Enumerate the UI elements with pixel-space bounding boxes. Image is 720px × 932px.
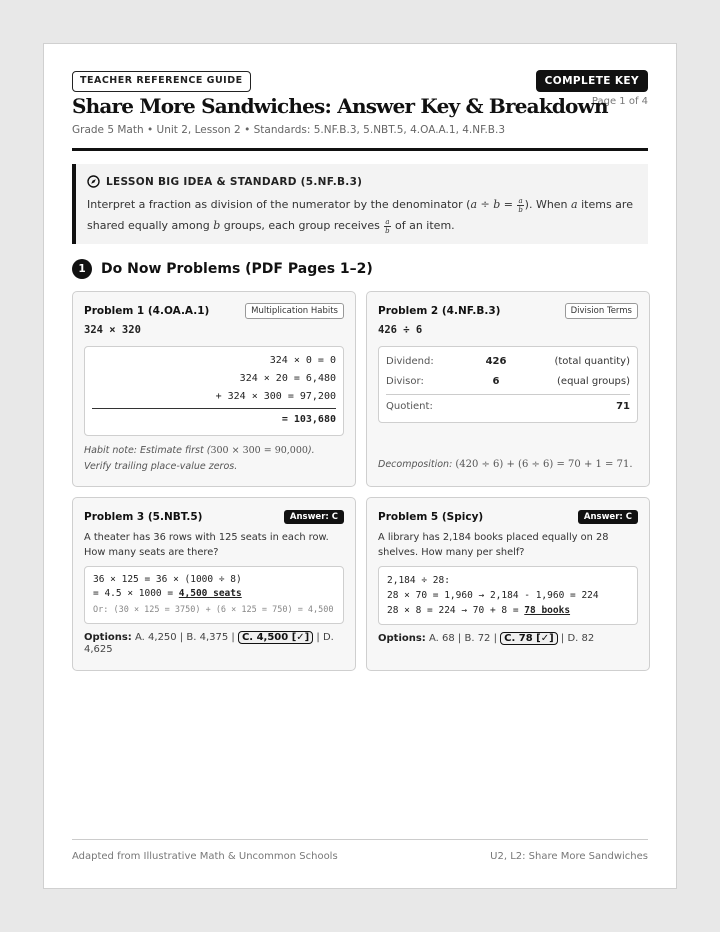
big-idea-text-5: of an item. — [391, 219, 455, 232]
big-idea-text-4: groups, each group receives — [220, 219, 384, 232]
problem-5-options — [378, 632, 638, 645]
problem-1-card — [72, 291, 356, 487]
big-idea-math: a ÷ b = — [470, 198, 513, 211]
page-number: Page 1 of 4 — [591, 96, 648, 107]
problem-2-tag: Division Terms — [565, 303, 638, 319]
fraction-denominator: b — [518, 205, 523, 214]
problem-3-prompt: A theater has 36 rows with 125 seats in each row. How many seats are there? — [84, 532, 329, 558]
work-line: 2,184 ÷ 28: — [387, 575, 450, 586]
work-line — [93, 587, 335, 601]
option-correct: C. 4,500 [✓] — [238, 631, 313, 644]
option-d: | D. 4,625 — [84, 632, 334, 655]
work-line: 324 × 20 = 6,480 — [239, 373, 336, 384]
note-suffix: ). Verify trailing place-value zeros. — [84, 445, 315, 472]
work-answer: 4,500 seats — [178, 588, 242, 599]
var-b: b — [213, 219, 221, 232]
option-d: | D. 82 — [560, 633, 595, 644]
problem-1-note — [84, 443, 344, 475]
section-heading — [72, 259, 373, 279]
compass-icon — [87, 175, 100, 188]
term-row — [386, 352, 630, 372]
big-idea-text-2: ). When — [524, 198, 572, 211]
big-idea-text-1: Interpret a fraction as division of the numerator by the denominator ( — [87, 198, 471, 211]
options-label: Options: — [84, 632, 132, 643]
note-math: 300 × 300 = 90,000 — [210, 445, 308, 456]
problem-5-title: Problem 5 (Spicy) — [378, 511, 484, 523]
work-line — [387, 603, 629, 618]
page-subtitle: Grade 5 Math • Unit 2, Lesson 2 • Standards: 5.NF.B.3, 5.NBT.5, 4.OA.A.1, 4.NF.B.3 — [72, 124, 506, 136]
section-title: Do Now Problems (PDF Pages 1–2) — [101, 261, 373, 277]
options-label: Options: — [378, 633, 426, 644]
fraction-denominator-2: b — [385, 226, 390, 235]
option-a-b: A. 4,250 | B. 4,375 | — [135, 632, 235, 643]
problem-3-work — [84, 566, 344, 624]
term-row — [386, 372, 630, 395]
big-idea-header — [87, 175, 636, 188]
big-idea-text — [87, 194, 636, 236]
problem-3-options — [84, 631, 344, 655]
work-line: 324 × 0 = 0 — [269, 355, 336, 366]
term-label: Dividend: — [386, 356, 434, 367]
quotient-label: Quotient: — [386, 401, 433, 412]
problem-5-prompt: A library has 2,184 books placed equally on 28 shelves. How many per shelf? — [378, 532, 609, 558]
term-desc: (equal groups) — [557, 376, 630, 387]
problem-5-work — [378, 566, 638, 625]
option-correct: C. 78 [✓] — [500, 632, 558, 645]
problem-1-title: Problem 1 (4.OA.A.1) — [84, 305, 210, 317]
term-value: 426 — [485, 356, 507, 367]
problem-3-answer-badge: Answer: C — [284, 510, 344, 524]
complete-key-badge: COMPLETE KEY — [536, 70, 648, 92]
fraction-numerator-2: a — [385, 217, 390, 226]
big-idea-heading: LESSON BIG IDEA & STANDARD (5.NF.B.3) — [106, 175, 363, 188]
fraction-a-over-b — [517, 197, 523, 214]
work-line-prefix: 28 × 8 = 224 → 70 + 8 = — [387, 605, 525, 616]
fraction-a-over-b-2 — [384, 218, 390, 235]
problem-2-title: Problem 2 (4.NF.B.3) — [378, 305, 501, 317]
work-answer: 78 books — [524, 605, 571, 616]
option-a-b: A. 68 | B. 72 | — [429, 633, 497, 644]
problem-2-card — [366, 291, 650, 487]
footer-attribution: Adapted from Illustrative Math & Uncommon Schools — [72, 851, 338, 862]
problem-2-expression: 426 ÷ 6 — [378, 324, 423, 336]
work-total: = 103,680 — [281, 414, 336, 425]
section-number: 1 — [72, 259, 92, 279]
problem-3-title: Problem 3 (5.NBT.5) — [84, 511, 203, 523]
term-desc: (total quantity) — [554, 356, 630, 367]
note-prefix: Habit note: Estimate first ( — [84, 445, 211, 456]
work-line: 36 × 125 = 36 × (1000 ÷ 8) — [93, 574, 242, 585]
var-a: a — [571, 198, 578, 211]
problem-1-expression: 324 × 320 — [84, 324, 141, 336]
big-idea-text-3: items are shared equally among — [87, 198, 633, 232]
problem-5-answer-badge: Answer: C — [578, 510, 638, 524]
problem-2-terms — [378, 346, 638, 423]
footer-lesson: U2, L2: Share More Sandwiches — [490, 851, 648, 862]
decomp-math: (420 ÷ 6) + (6 ÷ 6) = 70 + 1 = 71. — [455, 459, 633, 470]
alternate-method: Or: (30 × 125 = 3750) + (6 × 125 = 750) = 4,500 — [93, 605, 334, 615]
work-line: 28 × 70 = 1,960 → 2,184 - 1,960 = 224 — [387, 590, 599, 601]
problem-1-work — [84, 346, 344, 436]
worksheet-page — [43, 43, 677, 889]
term-value: 6 — [492, 376, 500, 387]
problem-1-tag: Multiplication Habits — [245, 303, 344, 319]
work-line-prefix: = 4.5 × 1000 = — [93, 588, 179, 599]
header-divider — [72, 148, 648, 151]
fraction-numerator: a — [518, 196, 523, 205]
term-label: Divisor: — [386, 376, 424, 387]
problem-2-decomposition — [378, 457, 638, 473]
problem-3-card — [72, 497, 356, 671]
decomp-label: Decomposition: — [378, 459, 453, 470]
guide-badge: TEACHER REFERENCE GUIDE — [72, 71, 251, 92]
problem-5-card — [366, 497, 650, 671]
big-idea-callout — [72, 164, 648, 244]
work-line: + 324 × 300 = 97,200 — [92, 388, 336, 409]
page-title: Share More Sandwiches: Answer Key & Breakdown — [72, 94, 608, 118]
quotient-row — [386, 395, 630, 417]
quotient-value: 71 — [616, 401, 630, 412]
footer-divider — [72, 839, 648, 840]
